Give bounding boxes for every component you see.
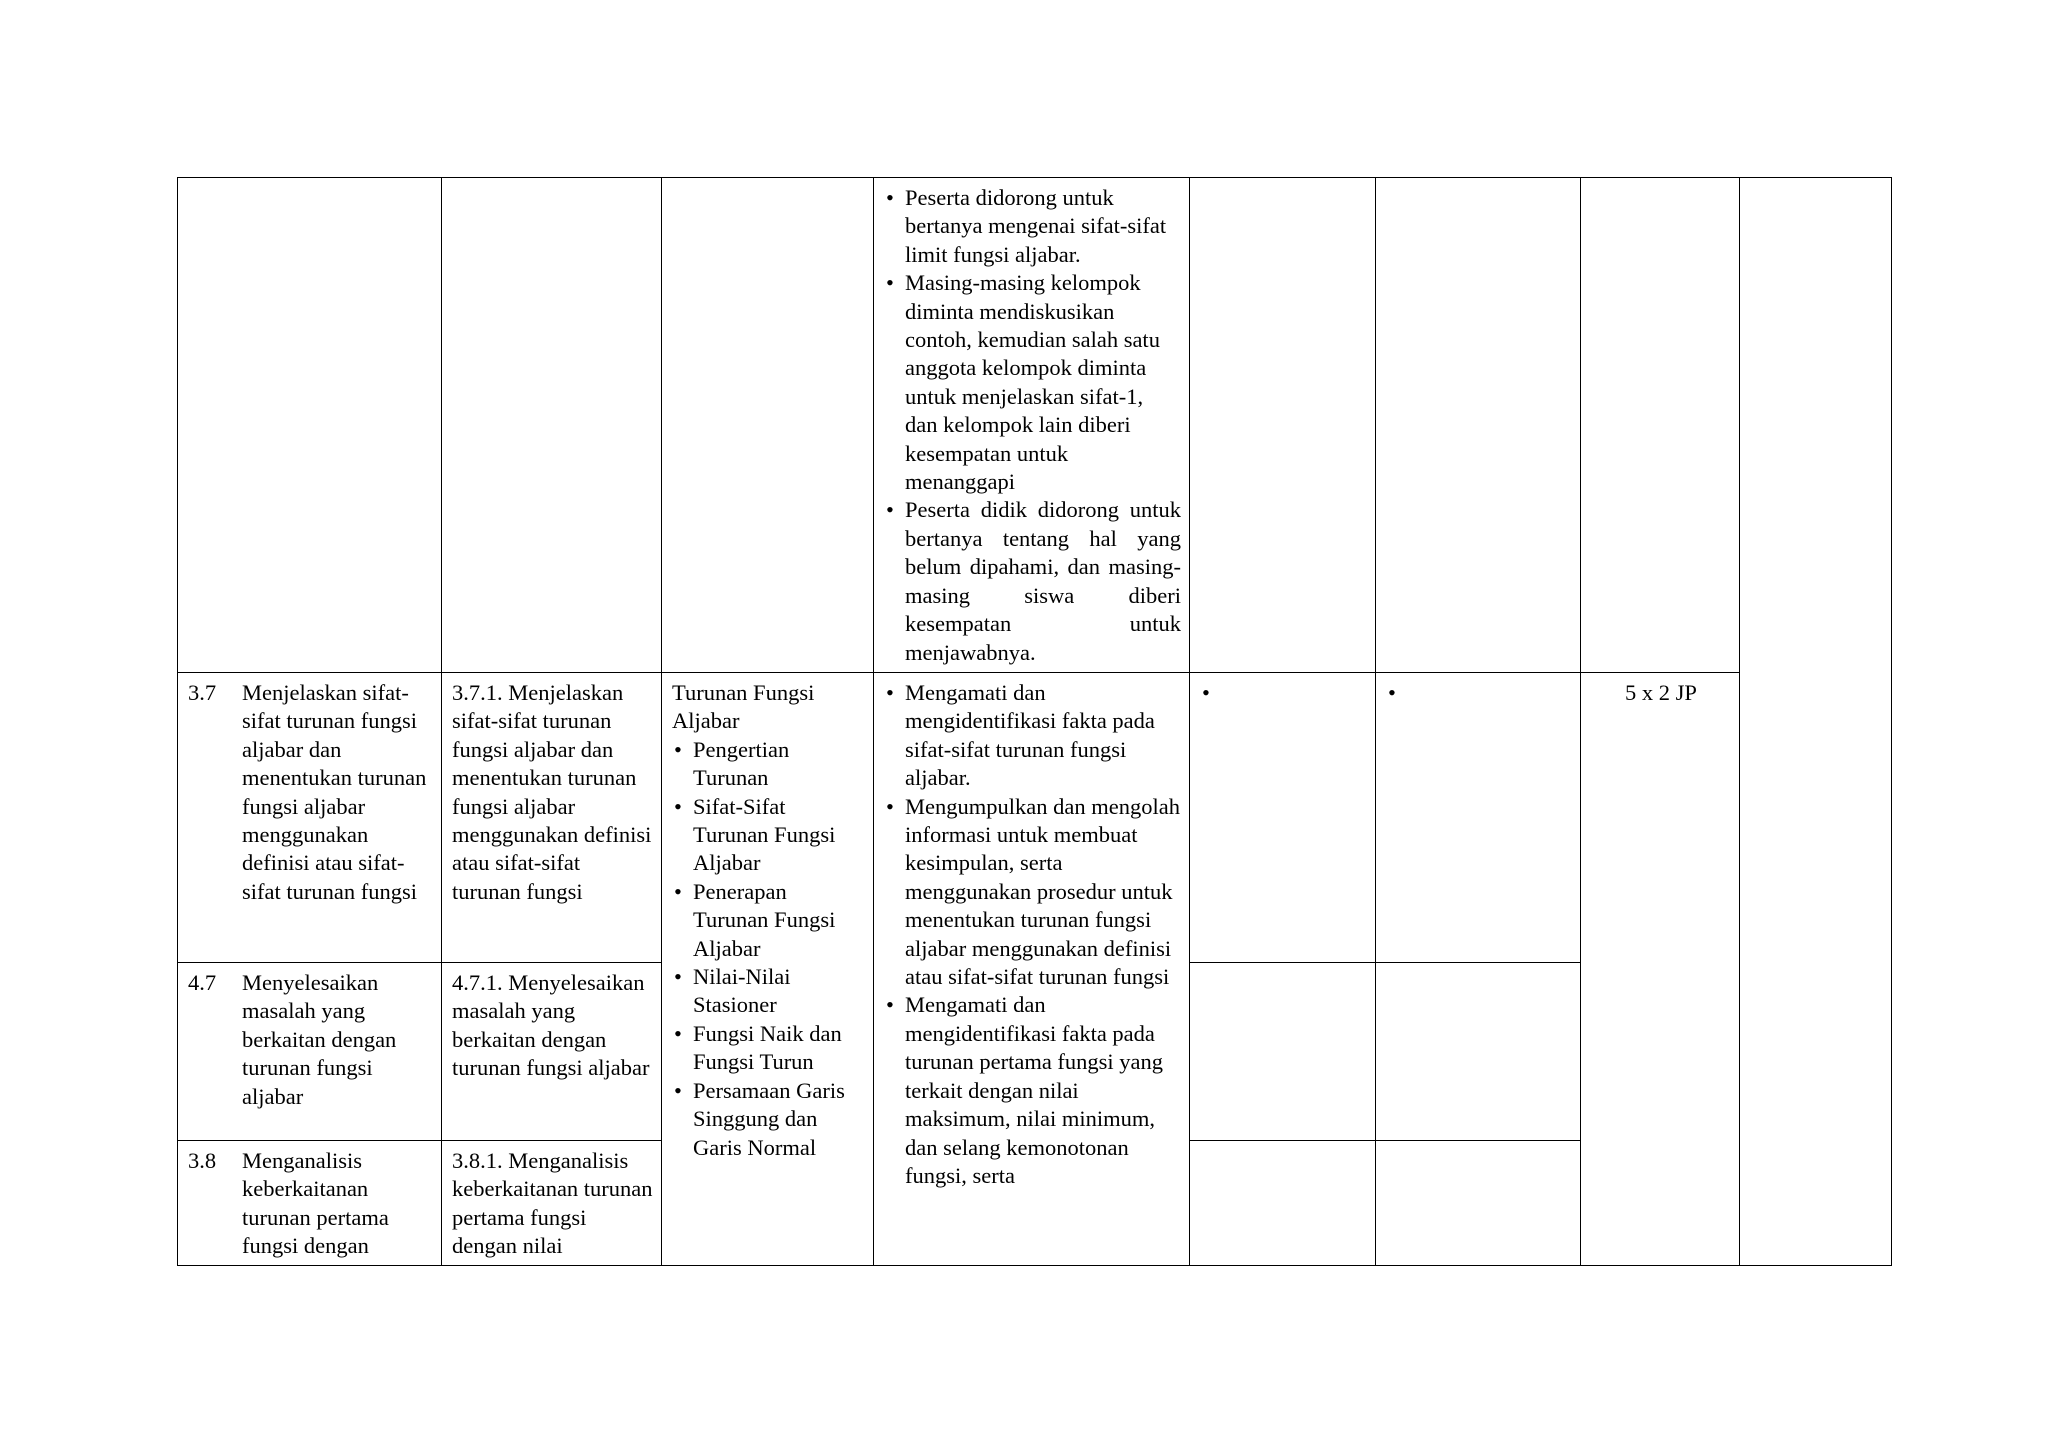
indicator-cell: 4.7.1. Menyelesaikan masalah yang berkaitan dengan turunan fungsi aljabar [442,963,662,1141]
indicator-cell: 3.8.1. Menganalisis keberkaitanan turunan pertama fungsi dengan nilai [442,1141,662,1266]
list-item: • Peserta didik didorong untuk bertanya tentang hal yang belum dipahami, dan masing-masing siswa diberi kesempatan untuk menjawabnya. [884,496,1181,666]
sumber-cell-empty [1376,178,1581,673]
bullet-icon: • [1388,680,1396,705]
last-column-cell [1740,178,1892,1266]
indicator-cell-empty [442,178,662,673]
kd-cell [178,673,442,963]
indicator-cell: 3.7.1. Menjelaskan sifat-sifat turunan fungsi aljabar dan menentukan turunan fungsi aljabar menggunakan definisi atau sifat-sifat turunan fungsi [442,673,662,963]
list-item: • Persamaan Garis Singgung dan Garis Normal [672,1077,865,1162]
bullet-icon: • [1202,680,1210,705]
kd-cell [178,1141,442,1266]
list-item: • Mengamati dan mengidentifikasi fakta pada turunan pertama fungsi yang terkait dengan nilai maksimum, nilai minimum, dan selang kemonotonan fungsi, serta [884,991,1181,1190]
list-item: • Pengertian Turunan [672,736,865,793]
kegiatan-list [884,184,1181,667]
kegiatan-list [884,679,1181,1190]
list-item: • Masing-masing kelompok diminta mendiskusikan contoh, kemudian salah satu anggota kelompok diminta untuk menjelaskan sifat-1, dan kelompok lain diberi kesempatan untuk menanggapi [884,269,1181,496]
penilaian-cell-empty [1190,178,1376,673]
kd-number: 3.8 [188,1148,217,1173]
alokasi-cell-empty [1581,178,1740,673]
materi-cell [662,673,874,1266]
kd-text: Menjelaskan sifat-sifat turunan fungsi aljabar dan menentukan turunan fungsi aljabar menggunakan definisi atau sifat-sifat turunan fungsi [242,680,427,904]
kd-number: 3.7 [188,680,217,705]
materi-title: Turunan Fungsi Aljabar [672,680,815,734]
kd-cell-empty [178,178,442,673]
list-item: • Mengumpulkan dan mengolah informasi untuk membuat kesimpulan, serta menggunakan prosedur untuk menentukan turunan fungsi aljabar menggunakan definisi atau sifat-sifat turunan fungsi [884,793,1181,992]
penilaian-cell [1190,673,1376,963]
kegiatan-cell [874,673,1190,1266]
penilaian-cell-empty [1190,963,1376,1141]
list-item: • Nilai-Nilai Stasioner [672,963,865,1020]
materi-list [672,736,865,1162]
materi-cell-empty [662,178,874,673]
table-row [178,673,1892,963]
penilaian-cell-empty [1190,1141,1376,1266]
table-row [178,178,1892,673]
kegiatan-cell [874,178,1190,673]
kd-cell [178,963,442,1141]
kd-text: Menganalisis keberkaitanan turunan pertama fungsi dengan [242,1148,389,1259]
sumber-cell [1376,673,1581,963]
kd-text: Menyelesaikan masalah yang berkaitan dengan turunan fungsi aljabar [242,970,397,1109]
list-item: • Fungsi Naik dan Fungsi Turun [672,1020,865,1077]
kd-number: 4.7 [188,970,217,995]
syllabus-table [177,177,1892,1266]
list-item: • Mengamati dan mengidentifikasi fakta pada sifat-sifat turunan fungsi aljabar. [884,679,1181,793]
list-item: • Sifat-Sifat Turunan Fungsi Aljabar [672,793,865,878]
list-item: • Peserta didorong untuk bertanya mengenai sifat-sifat limit fungsi aljabar. [884,184,1181,269]
sumber-cell-empty [1376,1141,1581,1266]
sumber-cell-empty [1376,963,1581,1141]
list-item: • Penerapan Turunan Fungsi Aljabar [672,878,865,963]
alokasi-waktu-cell: 5 x 2 JP [1581,673,1740,1266]
